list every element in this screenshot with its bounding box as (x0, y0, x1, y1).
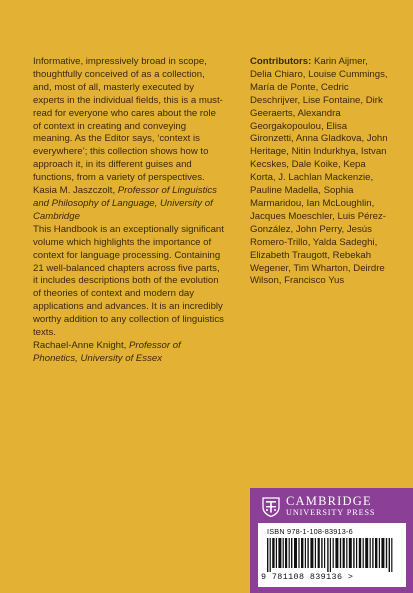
review-attribution-2 (33, 340, 225, 366)
review-role-2: Professor of Phonetics, University of Essex (33, 339, 181, 364)
review-quote-1: Informative, impressively broad in scope, thoughtfully conceived of as a collection, and, most of all, masterly executed by experts in the individual fields, this is a must-read for everyone who cares about the role of context in creating and conveying meaning. As the Editor says, ‘context is everywhere’; this collection shows how to approach it, in its different guises and functions, from a variety of perspectives. (33, 56, 223, 184)
contributors-names: Karin Aijmer, Delia Chiaro, Louise Cummings, María de Ponte, Cedric Deschrijver, Lise Fontaine, Dirk Geeraerts, Alexandra Georgakopoulou, Elisa Gironzetti, Anna Gladkova, John Heritage, Nitin Indurkhya, Istvan Kecskes, Dale Koike, Kepa Korta, J. Lachlan Mackenzie, Pauline Madella, Sophia Marmaridou, Ian McLoughlin, Jacques Moeschler, Luis Pérez-González, John Perry, Jesús Romero-Trillo, Yalda Sadeghi, Elizabeth Traugott, Rebekah Wegener, Tim Wharton, Deirdre Wilson, Francisco Yus (250, 56, 388, 287)
contributors-column (250, 56, 390, 288)
publisher-name (286, 496, 375, 518)
cambridge-crest-icon (262, 497, 280, 517)
publisher-logo (262, 496, 375, 518)
review-quote-2: This Handbook is an exceptionally significant volume which highlights the importance of context for language processing. Containing 21 well-balanced chapters across five parts, it includes descriptions both of the evolution of theories of context and modern day applications and advances. It is an incredibly worthy addition to any collection of linguistics texts. (33, 223, 224, 339)
barcode-graphic (267, 538, 397, 572)
review-role-1: Professor of Linguistics and Philosophy of Language, University of Cambridge (33, 185, 217, 222)
review-author-1: Kasia M. Jaszczolt, (33, 185, 116, 197)
publisher-box (250, 488, 413, 593)
barcode-panel (258, 523, 406, 587)
contributors-label: Contributors: (250, 56, 312, 67)
barcode-number: 9 781108 839136 > (261, 572, 354, 582)
publisher-name-line1: CAMBRIDGE (286, 494, 372, 508)
review-author-2: Rachael-Anne Knight, (33, 339, 127, 351)
reviews-column (33, 56, 225, 366)
publisher-name-line2: UNIVERSITY PRESS (286, 508, 376, 517)
review-attribution-1 (33, 185, 225, 224)
isbn-label: ISBN 978-1-108-83913-6 (267, 527, 353, 536)
